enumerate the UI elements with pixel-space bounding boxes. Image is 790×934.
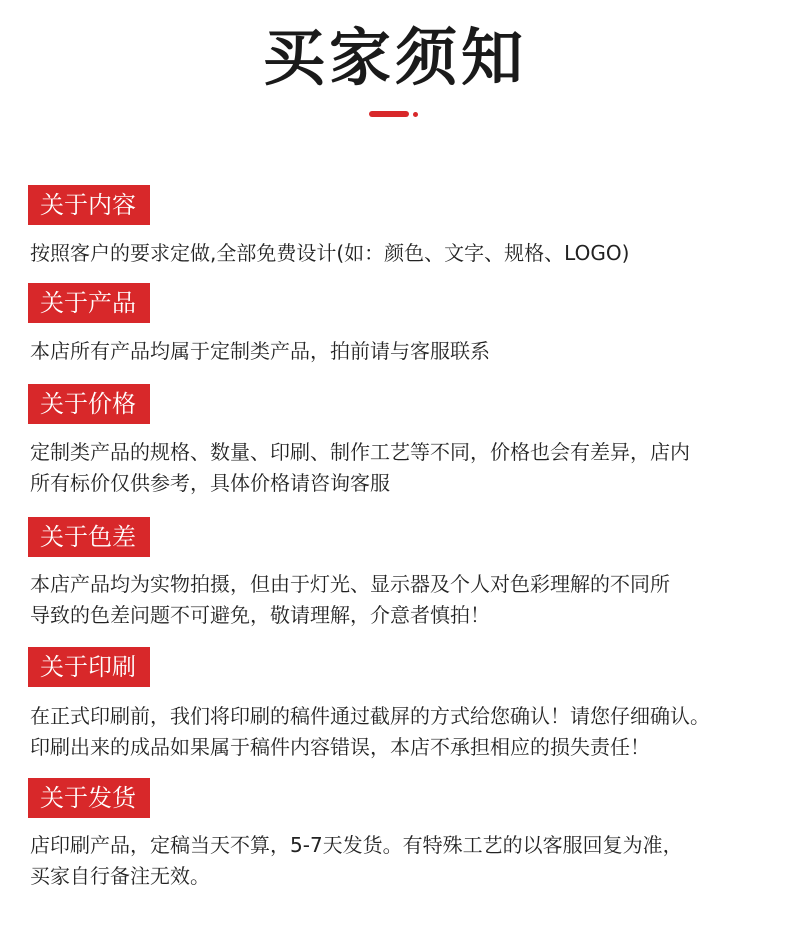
section-text-line: 导致的色差问题不可避免，敬请理解，介意者慎拍！ [30,603,490,627]
section-text-line: 本店产品均为实物拍摄，但由于灯光、显示器及个人对色彩理解的不同所 [30,572,670,596]
page-title: 买家须知 [262,21,527,94]
section-heading-color-difference: 关于色差 [28,517,150,557]
section-text-line: 本店所有产品均属于定制类产品，拍前请与客服联系 [30,339,490,363]
section-heading-content: 关于内容 [28,185,150,225]
section-text-line: 买家自行备注无效。 [30,864,210,888]
section-heading-shipping: 关于发货 [28,778,150,818]
section-text-color-difference [30,569,780,631]
section-heading-printing: 关于印刷 [28,647,150,687]
section-heading-price: 关于价格 [28,384,150,424]
section-text-content [30,238,780,269]
section-text-line: 所有标价仅供参考，具体价格请咨询客服 [30,471,390,495]
divider-bar [369,111,409,117]
section-text-line: 按照客户的要求定做,全部免费设计(如：颜色、文字、规格、LOGO) [30,241,630,265]
section-heading-product: 关于产品 [28,283,150,323]
section-text-shipping [30,830,780,892]
section-text-line: 印刷出来的成品如果属于稿件内容错误，本店不承担相应的损失责任！ [30,735,650,759]
section-text-price [30,437,780,499]
section-text-printing [30,701,780,763]
section-text-product [30,336,780,367]
section-text-line: 店印刷产品，定稿当天不算，5-7天发货。有特殊工艺的以客服回复为准， [30,833,683,857]
section-text-line: 在正式印刷前，我们将印刷的稿件通过截屏的方式给您确认！请您仔细确认。 [30,704,710,728]
divider-dot [413,112,418,117]
section-text-line: 定制类产品的规格、数量、印刷、制作工艺等不同，价格也会有差异，店内 [30,440,690,464]
